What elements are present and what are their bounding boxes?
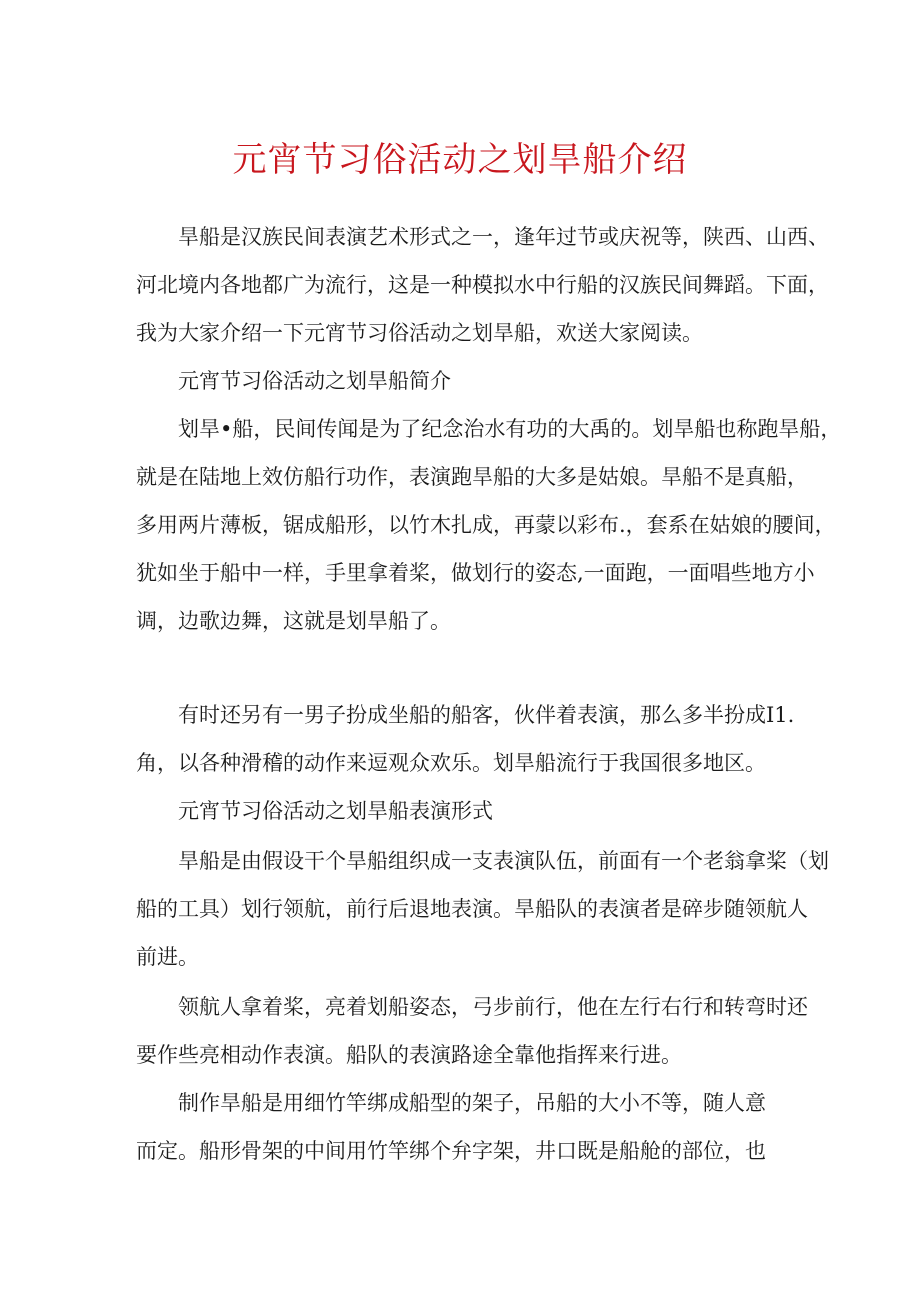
paragraph-line: 调，边歌边舞，这就是划旱船了。 bbox=[136, 609, 451, 633]
paragraph-line: 而定。船形骨架的中间用竹竿绑个弁字架，井口既是船舱的部位，也 bbox=[136, 1139, 766, 1163]
paragraph-line: 划旱•船，民间传闻是为了纪念治水有功的大禹的。划旱船也称跑旱船， bbox=[178, 417, 842, 441]
paragraph-line: 就是在陆地上效仿船行功作，表演跑旱船的大多是姑娘。旱船不是真船， bbox=[136, 465, 808, 489]
paragraph-line: 多用两片薄板，锯成船形，以竹木扎成，再蒙以彩布.，套系在姑娘的腰间， bbox=[136, 513, 836, 537]
paragraph-line: 船的工具）划行领航，前行后退地表演。旱船队的表演者是碎步随领航人 bbox=[136, 897, 808, 921]
paragraph-line: 有时还另有一男子扮成坐船的船客，伙伴着表演，那么多半扮成I1. bbox=[178, 703, 795, 727]
section-heading: 元宵节习俗活动之划旱船表演形式 bbox=[178, 799, 493, 823]
paragraph-line: 旱船是汉族民间表演艺术形式之一，逢年过节或庆祝等，陕西、山西、 bbox=[178, 225, 829, 249]
paragraph-line: 前进。 bbox=[136, 945, 199, 969]
paragraph-line: 我为大家介绍一下元宵节习俗活动之划旱船，欢送大家阅读。 bbox=[136, 321, 703, 345]
paragraph-line: 角，以各种滑稽的动作来逗观众欢乐。划旱船流行于我国很多地区。 bbox=[136, 751, 766, 775]
paragraph-line: 旱船是由假设干个旱船组织成一支表演队伍，前面有一个老翁拿桨（划 bbox=[178, 849, 829, 873]
paragraph-line: 犹如坐于船中一样，手里拿着桨，做划行的姿态,一面跑，一面唱些地方小 bbox=[136, 561, 815, 585]
paragraph-line: 制作旱船是用细竹竿绑成船型的架子，吊船的大小不等，随人意 bbox=[178, 1091, 766, 1115]
section-heading: 元宵节习俗活动之划旱船简介 bbox=[178, 369, 451, 393]
paragraph-line: 领航人拿着桨，亮着划船姿态，弓步前行，他在左行右行和转弯时还 bbox=[178, 995, 808, 1019]
paragraph-line: 河北境内各地都广为流行，这是一种模拟水中行船的汉族民间舞蹈。下面， bbox=[136, 273, 829, 297]
paragraph-line: 要作些亮相动作表演。船队的表演路途全靠他指挥来行进。 bbox=[136, 1043, 682, 1067]
document-title: 元宵节习俗活动之划旱船介绍 bbox=[232, 140, 688, 180]
